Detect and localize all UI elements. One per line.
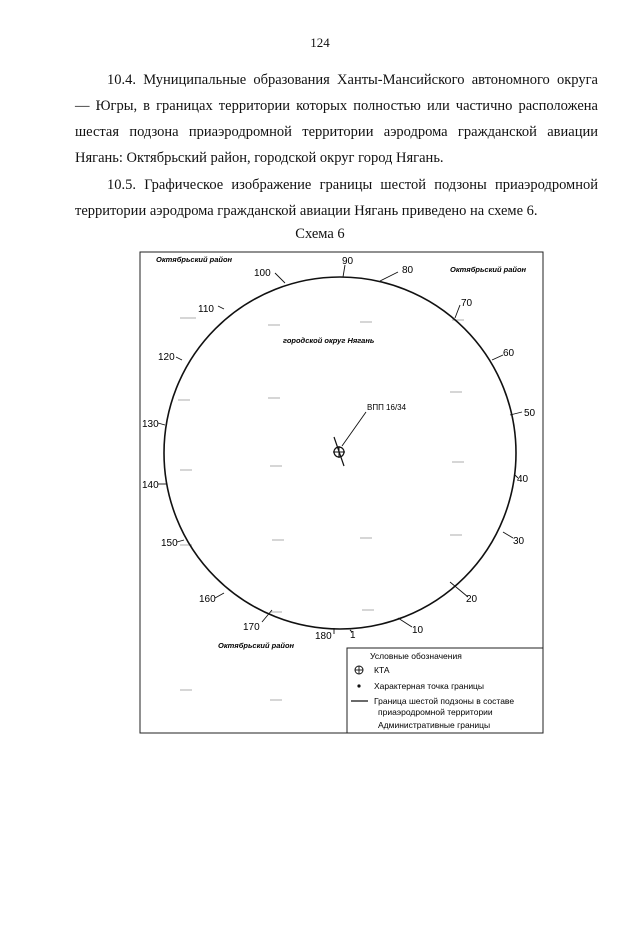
bearing-1: 1 [350, 630, 356, 641]
paragraph-10-5: 10.5. Графическое изображение границы шестой подзоны приаэродромной территории аэродрома гражданской авиации Нягань приведено на схеме 6. [75, 177, 598, 219]
bearing-50: 50 [524, 408, 536, 419]
bearing-180: 180 [315, 631, 332, 642]
bearing-10: 10 [412, 625, 424, 636]
bearing-160: 160 [199, 594, 216, 605]
bearing-120: 120 [158, 352, 175, 363]
page-number: 124 [310, 35, 330, 50]
bearing-30: 30 [513, 536, 525, 547]
kta-marker [333, 412, 366, 466]
legend-boundary-1: Граница шестой подзоны в составе [374, 696, 515, 706]
region-label-top-left: Октябрьский район [156, 255, 233, 264]
legend-kta: КТА [374, 665, 390, 675]
bearing-40: 40 [517, 474, 529, 485]
bearing-20: 20 [466, 594, 478, 605]
legend-kta-icon [355, 666, 363, 674]
legend-point-icon [357, 684, 360, 687]
paragraph-10-4: 10.4. Муниципальные образования Ханты-Мансийского автономного округа — Югры, в границах территории которых полностью или частично расположена шестая подзона приаэродромной территории аэродрома гражданской авиации Нягань: Октябрьский район, городской округ город Нягань. [75, 72, 598, 166]
bearing-60: 60 [503, 348, 515, 359]
bearing-100: 100 [254, 268, 271, 279]
legend-admin: Административные границы [378, 720, 491, 730]
bearing-130: 130 [142, 419, 159, 430]
city-label: городской округ Нягань [283, 336, 375, 345]
bearing-80: 80 [402, 265, 414, 276]
legend-title: Условные обозначения [370, 651, 462, 661]
region-label-top-right: Октябрьский район [450, 265, 527, 274]
bearing-110: 110 [198, 304, 214, 315]
scheme-caption: Схема 6 [295, 226, 345, 242]
bearing-70: 70 [461, 298, 473, 309]
bearing-90: 90 [342, 256, 354, 267]
legend-boundary-2: приаэродромной территории [378, 707, 493, 717]
bearing-150: 150 [161, 538, 178, 549]
legend-point: Характерная точка границы [374, 681, 485, 691]
bearing-leaders [158, 265, 522, 634]
runway-label: ВПП 16/34 [367, 403, 407, 412]
region-label-bottom: Октябрьский район [218, 641, 295, 650]
bearing-170: 170 [243, 622, 260, 633]
bearing-140: 140 [142, 480, 159, 491]
legend [347, 648, 543, 733]
